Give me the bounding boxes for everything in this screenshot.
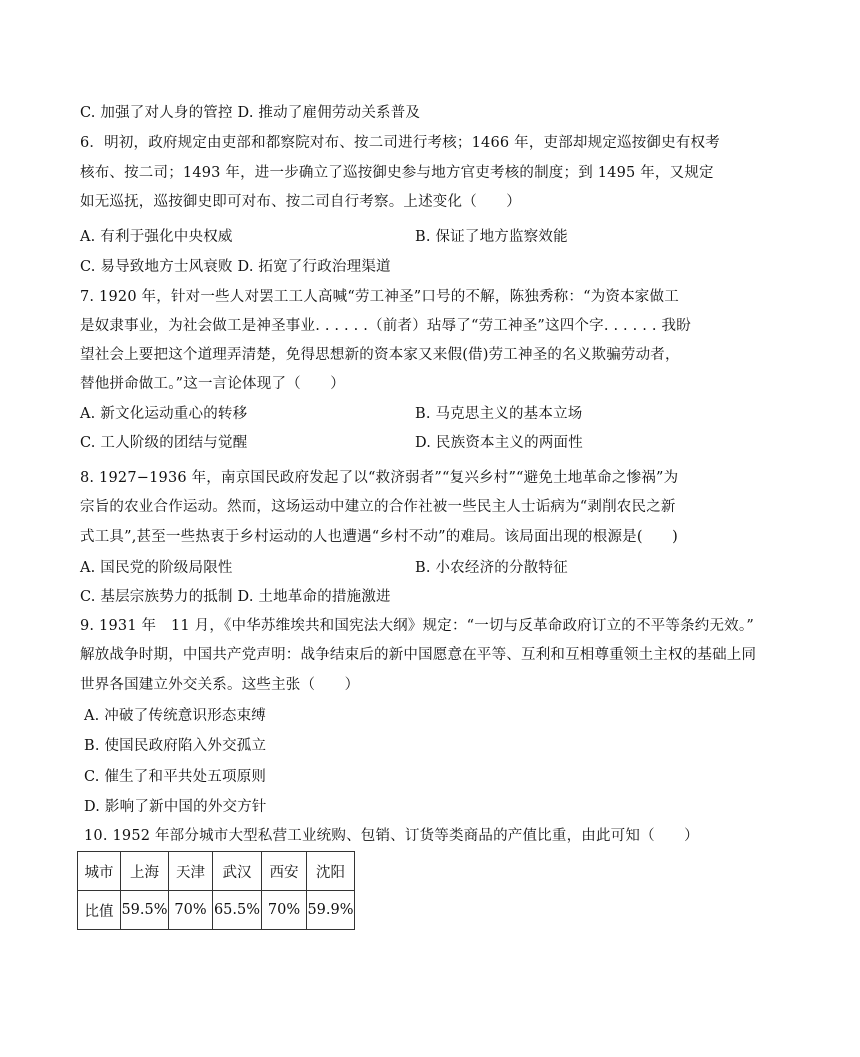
question-6-line-3: 如无巡抚，巡按御史即可对布、按二司自行考察。上述变化（ ） — [80, 194, 521, 210]
q9-option-a: A. 冲破了传统意识形态束缚 — [84, 708, 266, 724]
q9-option-c: C. 催生了和平共处五项原则 — [84, 769, 267, 785]
table-cell: 城市 — [78, 852, 121, 891]
question-10-line-1: 10. 1952 年部分城市大型私营工业统购、包销、订货等类商品的产值比重，由此可知（ ） — [84, 828, 699, 844]
question-7-line-3: 望社会上要把这个道理弄清楚，免得思想新的资本家又来假(借)劳工神圣的名义欺骗劳动者， — [80, 347, 680, 363]
q7-option-b: B. 马克思主义的基本立场 — [415, 406, 583, 422]
table-cell: 比值 — [78, 891, 121, 930]
q6-option-b: B. 保证了地方监察效能 — [415, 229, 568, 245]
q6-option-c-d: C. 易导致地方士风衰败 D. 拓宽了行政治理渠道 — [80, 259, 391, 275]
table-cell: 59.5% — [121, 891, 169, 930]
table-cell: 70% — [169, 891, 213, 930]
table-cell: 上海 — [121, 852, 169, 891]
table-cell: 西安 — [262, 852, 307, 891]
table-cell: 沈阳 — [307, 852, 355, 891]
table-cell: 70% — [262, 891, 307, 930]
q8-option-b: B. 小农经济的分散特征 — [415, 560, 568, 576]
table-row — [78, 852, 355, 891]
line-c-d-q5: C. 加强了对人身的管控 D. 推动了雇佣劳动关系普及 — [80, 105, 421, 121]
table-cell: 59.9% — [307, 891, 355, 930]
q7-option-c: C. 工人阶级的团结与觉醒 — [80, 435, 248, 451]
question-7-line-2: 是奴隶事业，为社会做工是神圣事业. . . . . .（前者）玷辱了“劳工神圣”这四个字. . . . . . 我盼 — [80, 318, 691, 334]
question-7-line-4: 替他拼命做工。”这一言论体现了（ ） — [80, 376, 345, 392]
table-cell: 武汉 — [213, 852, 262, 891]
question-6-line-2: 核布、按二司；1493 年，进一步确立了巡按御史参与地方官吏考核的制度；到 1495 年，又规定 — [80, 165, 714, 181]
q9-option-d: D. 影响了新中国的外交方针 — [84, 799, 267, 815]
q8-option-c-d: C. 基层宗族势力的抵制 D. 土地革命的措施激进 — [80, 589, 391, 605]
table-cell: 天津 — [169, 852, 213, 891]
question-8-line-2: 宗旨的农业合作运动。然而，这场运动中建立的合作社被一些民主人士诟病为“剥削农民之新 — [80, 499, 676, 515]
q7-option-a: A. 新文化运动重心的转移 — [80, 406, 248, 422]
table-cell: 65.5% — [213, 891, 262, 930]
q6-option-a: A. 有利于强化中央权威 — [80, 229, 233, 245]
question-7-line-1: 7. 1920 年，针对一些人对罢工工人高喊“劳工神圣”口号的不解，陈独秀称：“为资本家做工 — [80, 289, 679, 305]
question-8-line-1: 8. 1927−1936 年，南京国民政府发起了以“救济弱者”“复兴乡村”“避免土地革命之惨祸”为 — [80, 470, 679, 486]
question-8-line-3: 式工具”,甚至一些热衷于乡村运动的人也遭遇“乡村不动”的难局。该局面出现的根源是( ) — [80, 529, 678, 545]
question-6-line-1: 6．明初，政府规定由吏部和都察院对布、按二司进行考核；1466 年，吏部却规定巡按御史有权考 — [80, 135, 720, 151]
q8-option-a: A. 国民党的阶级局限性 — [80, 560, 233, 576]
city-ratio-table — [77, 851, 355, 930]
q7-option-d: D. 民族资本主义的两面性 — [415, 435, 583, 451]
q9-option-b: B. 使国民政府陷入外交孤立 — [84, 738, 267, 754]
question-9-line-2: 解放战争时期，中国共产党声明：战争结束后的新中国愿意在平等、互利和互相尊重领土主权的基础上同 — [80, 647, 757, 663]
table-row — [78, 891, 355, 930]
question-9-line-3: 世界各国建立外交关系。这些主张（ ） — [80, 677, 360, 693]
question-9-line-1: 9. 1931 年 11 月，《中华苏维埃共和国宪法大纲》规定：“一切与反革命政府订立的不平等条约无效。” — [80, 618, 754, 634]
